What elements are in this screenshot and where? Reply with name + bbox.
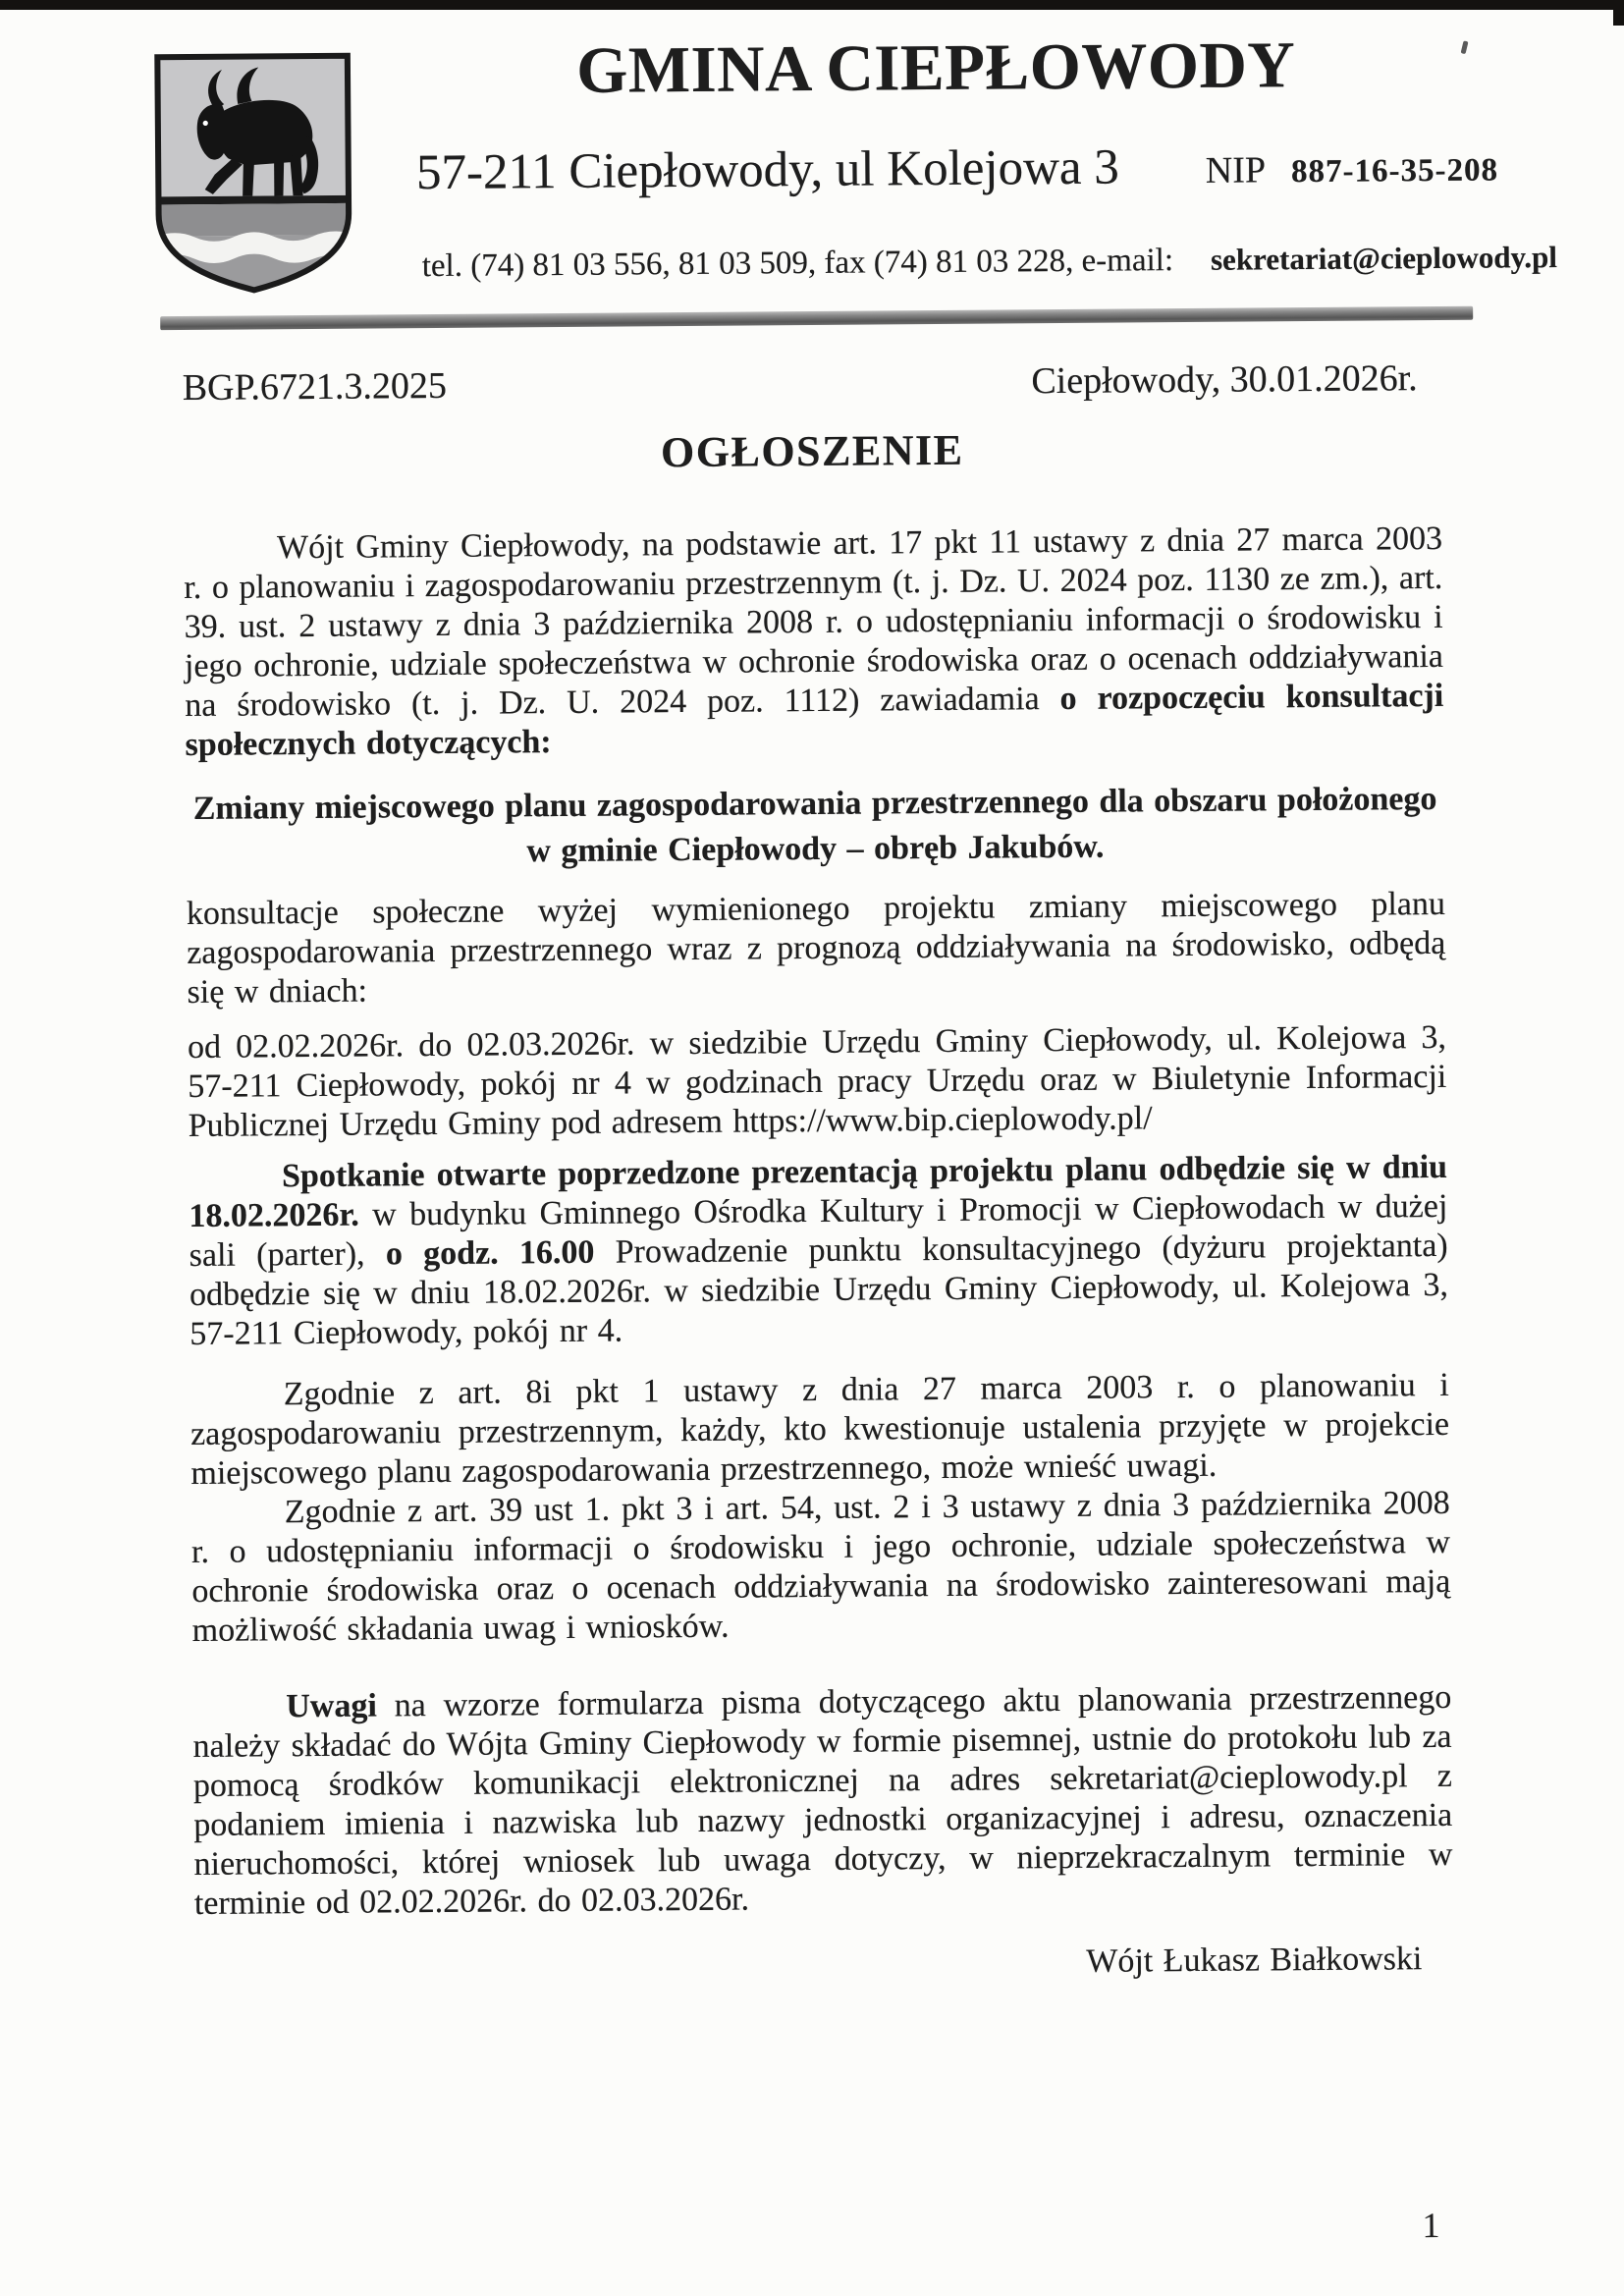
document-body [184,519,1454,1989]
street-address: 57-211 Ciepłowody, ul Kolejowa 3 [415,139,1120,201]
signature: Wójt Łukasz Białkowski [1086,1941,1423,1980]
place-and-date: Ciepłowody, 30.01.2026r. [1031,357,1418,403]
paragraph-consultation-scope: konsultacje społeczne wyżej wymienionego projektu zmiany miejscowego planu zagospodarowania przestrzennego wraz z prognozą oddziaływania na środowisko, odbędą się w dniach: [186,885,1446,1011]
meeting-followup-text: Prowadzenie punktu konsultacyjnego (dyżuru projektanta) odbędzie się w dniu 18.02.2026r. w siedzibie Urzędu Gminy Ciepłowody, ul. Kolejowa 3, 57-211 Ciepłowody, pokój nr 4. [189,1227,1449,1352]
reference-row [183,356,1418,410]
meeting-venue-text: w budynku Gminnego Ośrodka Kultury i Promocji w Ciepłowodach w dużej sali (parter), [189,1187,1448,1274]
municipal-crest [148,49,358,299]
letterhead-divider [160,306,1473,331]
paragraph-dates-location: od 02.02.2026r. do 02.03.2026r. w siedzibie Urzędu Gminy Ciepłowody, ul. Kolejowa 3, 57-211 Ciepłowody, pokój nr 4 w godzinach pracy Urzędu oraz w Biuletynie Informacji Publicznej Urzędu Gminy pod adresem https://www.bip.cieplowody.pl/ [187,1018,1447,1144]
contact-row [422,240,1557,285]
email-address: sekretariat@cieplowody.pl [1210,240,1558,277]
subject-heading: Zmiany miejscowego planu zagospodarowania przestrzennego dla obszaru położonego w gminie Ciepłowody – obręb Jakubów. [192,780,1437,870]
remarks-bold: Uwagi [286,1687,377,1725]
bull-crest-icon [148,49,358,299]
paragraph-open-meeting [189,1148,1449,1354]
reference-number: BGP.6721.3.2025 [182,364,448,410]
meeting-date-bold: Spotkanie otwarte poprzedzone prezentacją projektu planu odbędzie się w dniu 18.02.2026r. [189,1148,1448,1234]
page-number: 1 [1422,2206,1440,2246]
nip-value: 887-16-35-208 [1290,152,1499,191]
municipality-name: GMINA CIEPŁOWODY [575,28,1296,107]
submission-details-text: na wzorze formularza pisma dotyczącego aktu planowania przestrzennego należy składać do Wójta Gminy Ciepłowody w formie pisemnej, ustnie do protokołu lub za pomocą środków komunikacji elektronicznej na adres sekretariat@cieplowody.pl z podaniem imienia i nazwiska lub nazwy jednostki organizacyjnej i adresu, oznaczenia nieruchomości, której wniosek lub uwaga dotyczy, w nieprzekraczalnym terminie w terminie od 02.02.2026r. do 02.03.2026r. [192,1678,1453,1922]
meeting-time-bold: o godz. 16.00 [385,1233,595,1273]
paragraph-objections-right: Zgodnie z art. 8i pkt 1 ustawy z dnia 27 marca 2003 r. o planowaniu i zagospodarowaniu przestrzennym, każdy, kto kwestionuje ustalenia przyjęte w projekcie miejscowego planu zagospodarowania przestrzennego, może wnieść uwagi. [189,1366,1450,1492]
consultation-start-bold: o rozpoczęciu konsultacji społecznych dotyczących: [185,677,1444,764]
paragraph-legal-basis [184,519,1444,765]
paragraph-environment-act: Zgodnie z art. 39 ust 1. pkt 3 i art. 54, ust. 2 i 3 ustawy z dnia 3 października 2008 r. o udostępnianiu informacji o środowisku i jego ochronie, udziale społeczeństwa w ochronie środowiska oraz o ocenach oddziaływania na środowisko zainteresowani mają możliwość składania uwag i wniosków. [190,1484,1451,1649]
phone-fax-line: tel. (74) 81 03 556, 81 03 509, fax (74) 81 03 228, e-mail: [421,243,1174,285]
legal-basis-text: Wójt Gminy Ciepłowody, na podstawie art. 17 pkt 11 ustawy z dnia 27 marca 2003 r. o planowaniu i zagospodarowaniu przestrzennym (t. j. Dz. U. 2024 poz. 1130 ze zm.), art. 39. ust. 2 ustawy z dnia 3 października 2008 r. o udostępnianiu informacji o środowisku i jego ochronie, udziale społeczeństwa w ochronie środowiska oraz o ocenach oddziaływania na środowisko (t. j. Dz. U. 2024 poz. 1112) zawiadamia [184,519,1444,725]
nip-label: NIP [1205,149,1267,191]
document-title: OGŁOSZENIE [660,425,964,477]
address-row [416,136,1498,201]
paragraph-how-to-submit [192,1678,1453,1924]
